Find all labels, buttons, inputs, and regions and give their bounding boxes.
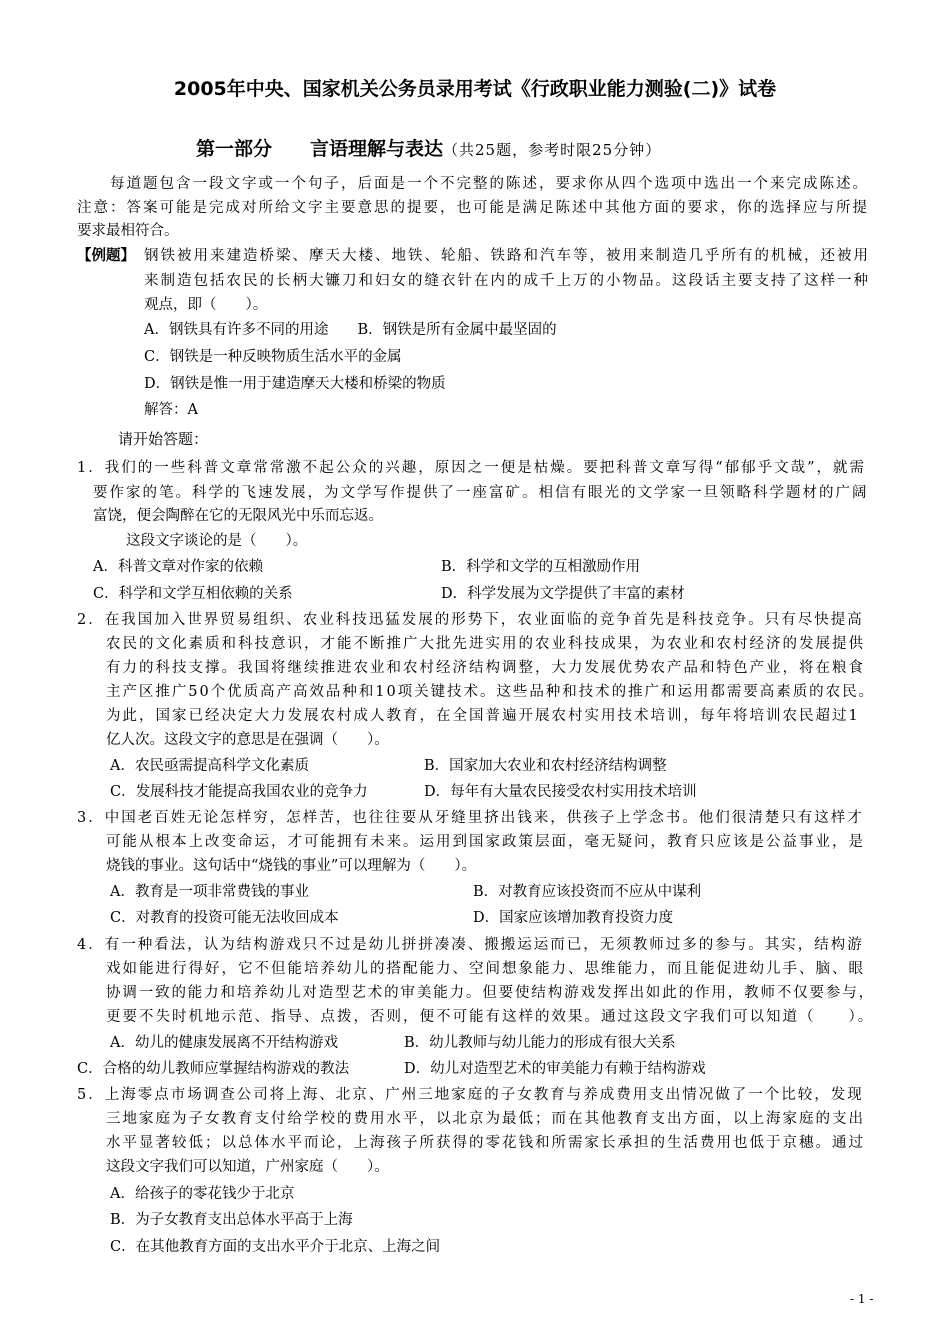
example-option: A．钢铁具有许多不同的用途 B．钢铁是所有金属中最坚固的 — [144, 322, 557, 338]
example-option: D．钢铁是惟一用于建造摩天大楼和桥梁的物质 — [144, 376, 446, 392]
option-a: A．幼儿的健康发展离不开结构游戏 — [110, 1035, 338, 1051]
option-a: A．教育是一项非常费钱的事业 — [110, 884, 309, 900]
page-number: - 1 - — [850, 1292, 874, 1306]
option-a: A．农民亟需提高科学文化素质 — [110, 758, 309, 774]
section-name: 第一部分 言语理解与表达 — [196, 138, 444, 160]
option-a: A．给孩子的零花钱少于北京 — [110, 1186, 295, 1202]
question-line: 3．中国老百姓无论怎样穷，怎样苦，也往往要从牙缝里挤出钱来，供孩子上学念书。他们很清楚只有这样才 — [77, 810, 864, 826]
question-line: 戏如能进行得好，它不但能培养幼儿的搭配能力、空间想象能力、思维能力，而且能促进幼儿手、脑、眼 — [106, 961, 865, 977]
question-line: 协调一致的能力和培养幼儿对造型艺术的审美能力。但要使结构游戏发挥出如此的作用，教师不仅要参与， — [106, 985, 875, 1001]
question-line: 这段文字我们可以知道，广州家庭（ ）。 — [106, 1159, 389, 1175]
instruction-line: 要求最相符合。 — [77, 223, 179, 239]
option-c: C．在其他教育方面的支出水平介于北京、上海之间 — [110, 1239, 441, 1255]
question-line: 主产区推广50个优质高产高效品种和10项关键技术。这些品种和技术的推广和运用都需要高素质的农民。 — [106, 684, 875, 700]
question-line: 更要不失时机地示范、指导、点拨，否则，便不可能有这样的效果。通过这段文字我们可以知道（ ）。 — [106, 1009, 875, 1025]
question-line: 烧钱的事业。这句话中“烧钱的事业”可以理解为（ ）。 — [106, 858, 477, 874]
example-answer: 解答：A — [144, 402, 198, 418]
option-c: C．对教育的投资可能无法收回成本 — [110, 910, 339, 926]
question-line: 农民的文化素质和科技意识，才能不断推广大批先进实用的农业科技成果，为农业和农村经济的发展提供 — [106, 636, 865, 652]
option-b: B．国家加大农业和农村经济结构调整 — [424, 758, 667, 774]
option-c: C．科学和文学互相依赖的关系 — [93, 586, 293, 602]
example-option: C．钢铁是一种反映物质生活水平的金属 — [144, 349, 402, 365]
example-line: 钢铁被用来建造桥梁、摩天大楼、地铁、轮船、铁路和汽车等，被用来制造几乎所有的机械，还被用 — [144, 248, 870, 264]
section-note: （共25题，参考时限25分钟） — [443, 141, 662, 159]
option-a: A．科普文章对作家的依赖 — [93, 559, 263, 575]
question-line: 要作家的笔。科学的飞速发展，为文学写作提供了一座富矿。相信有眼光的文学家一旦领略科学题材的广阔 — [93, 485, 869, 501]
option-b: B．科学和文学的互相激励作用 — [441, 559, 641, 575]
option-c: C．合格的幼儿教师应掌握结构游戏的教法 — [77, 1061, 350, 1077]
question-line: 4．有一种看法，认为结构游戏只不过是幼儿拼拼凑凑、搬搬运运而已，无须教师过多的参与。其实，结构游 — [77, 937, 864, 953]
question-line: 三地家庭为子女教育支付给学校的费用水平，以北京为最低；而在其他教育支出方面，以上海家庭的支出 — [106, 1111, 865, 1127]
option-b: B．对教育应该投资而不应从中谋利 — [473, 884, 702, 900]
question-line: 富饶，便会陶醉在它的无限风光中乐而忘返。 — [93, 508, 383, 524]
option-b: B．为子女教育支出总体水平高于上海 — [110, 1212, 353, 1228]
question-stem: 这段文字谈论的是（ ）。 — [126, 533, 308, 549]
option-d: D．科学发展为文学提供了丰富的素材 — [441, 586, 685, 602]
question-line: 为此，国家已经决定大力发展农村成人教育，在全国普遍开展农村实用技术培训，每年将培训农民超过1 — [106, 708, 860, 724]
instruction-line: 每道题包含一段文字或一个句子，后面是一个不完整的陈述，要求你从四个选项中选出一个来完成陈述。 — [110, 176, 869, 192]
question-line: 亿人次。这段文字的意思是在强调（ ）。 — [106, 732, 389, 748]
option-d: D．每年有大量农民接受农村实用技术培训 — [424, 784, 697, 800]
question-line: 5．上海零点市场调查公司将上海、北京、广州三地家庭的子女教育与养成费用支出情况做了一个比较，发现 — [77, 1087, 864, 1103]
question-line: 1．我们的一些科普文章常常激不起公众的兴趣，原因之一便是枯燥。要把科普文章写得“郁郁乎文哉”，就需 — [77, 460, 867, 476]
option-d: D．幼儿对造型艺术的审美能力有赖于结构游戏 — [404, 1061, 706, 1077]
question-line: 2．在我国加入世界贸易组织、农业科技迅猛发展的形势下，农业面临的竞争首先是科技竞争。只有尽快提高 — [77, 612, 864, 628]
start-prompt: 请开始答题： — [118, 430, 209, 448]
section-heading — [196, 134, 661, 161]
question-line: 水平显著较低；以总体水平而论，上海孩子所获得的零花钱和所需家长承担的生活费用也低于京穗。通过 — [106, 1135, 865, 1151]
question-line: 有力的科技支撑。我国将继续推进农业和农村经济结构调整，大力发展优势农产品和特色产业，将在粮食 — [106, 660, 865, 676]
example-line: 观点，即（ ）。 — [144, 297, 268, 313]
instruction-line: 注意：答案可能是完成对所给文字主要意思的提要，也可能是满足陈述中其他方面的要求，你的选择应与所提 — [77, 200, 869, 216]
option-b: B．幼儿教师与幼儿能力的形成有很大关系 — [404, 1035, 676, 1051]
option-c: C．发展科技才能提高我国农业的竞争力 — [110, 784, 368, 800]
example-line: 来制造包括农民的长柄大镰刀和妇女的缝衣针在内的成千上万的小物品。这段话主要支持了这样一种 — [144, 273, 870, 289]
example-tag: 【例题】 — [77, 248, 135, 264]
question-line: 可能从根本上改变命运，才可能拥有未来。运用到国家政策层面，毫无疑问，教育只应该是公益事业，是 — [106, 834, 865, 850]
document-title: 2005年中央、国家机关公务员录用考试《行政职业能力测验(二)》试卷 — [173, 78, 777, 100]
option-d: D．国家应该增加教育投资力度 — [473, 910, 674, 926]
